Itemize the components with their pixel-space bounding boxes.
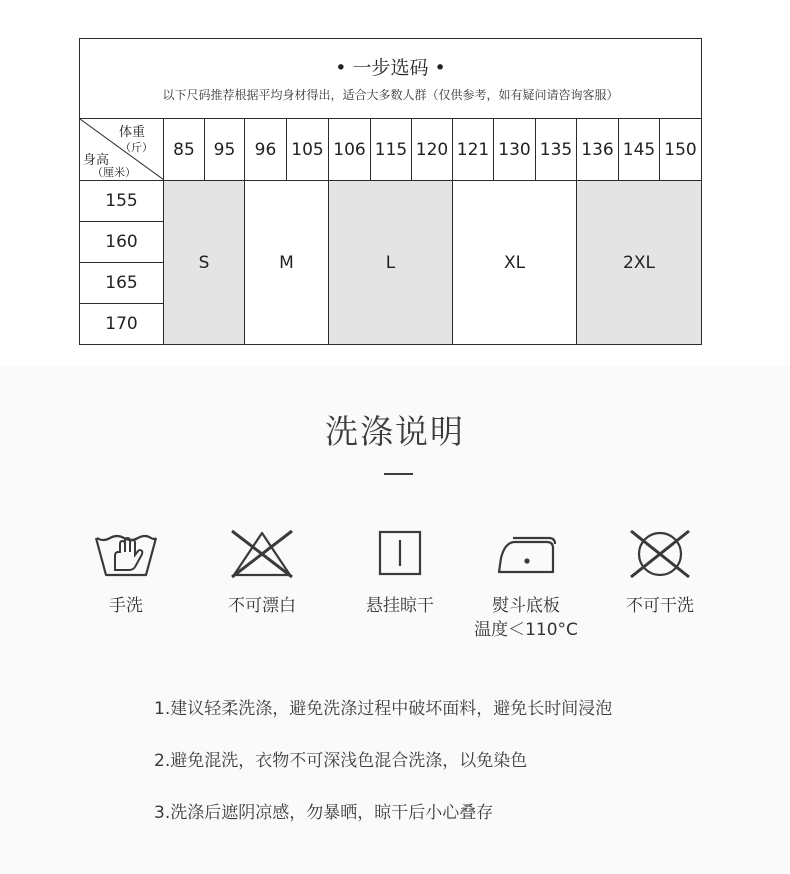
care-icon-label: 熨斗底板 <box>492 596 560 616</box>
height-label: 身高 <box>83 153 110 168</box>
care-icon-item-iron <box>456 528 596 642</box>
weight-header-cell: 150 <box>660 119 702 181</box>
care-icon-item-no-bleach <box>192 528 332 618</box>
care-note-2: 2.避免混洗，衣物不可深浅色混合洗涤，以免染色 <box>154 751 528 771</box>
care-icon-label: 不可干洗 <box>626 596 694 616</box>
weight-header-cell: 136 <box>577 119 619 181</box>
care-icon-label: 悬挂晾干 <box>366 596 434 616</box>
no-bleach-icon <box>229 528 295 580</box>
size-cell-s: S <box>164 181 245 345</box>
weight-header-cell: 145 <box>619 119 660 181</box>
weight-header-cell: 115 <box>371 119 412 181</box>
size-chart-title: • 一步选码 • <box>335 56 446 79</box>
weight-header-cell: 121 <box>453 119 494 181</box>
care-icon-item-hang-dry <box>330 528 470 618</box>
weight-header-cell: 95 <box>205 119 245 181</box>
weight-header-cell: 85 <box>164 119 205 181</box>
weight-header-cell: 106 <box>329 119 371 181</box>
height-row-header: 155 <box>80 181 164 222</box>
care-title: 洗涤说明 <box>325 412 465 451</box>
size-cell-2xl: 2XL <box>577 181 702 345</box>
weight-unit: （斤） <box>120 141 153 154</box>
weight-header-cell: 120 <box>412 119 453 181</box>
hand-wash-icon <box>93 528 159 580</box>
weight-header-cell: 96 <box>245 119 287 181</box>
hang-dry-icon <box>367 528 433 580</box>
height-row-header: 160 <box>80 222 164 263</box>
size-chart-section <box>0 0 790 366</box>
care-note-3: 3.洗涤后遮阴凉感，勿暴晒，晾干后小心叠存 <box>154 803 494 823</box>
care-icon-label: 不可漂白 <box>228 596 296 616</box>
title-underline <box>384 473 413 475</box>
care-instructions-section <box>0 366 790 874</box>
height-row-header: 170 <box>80 304 164 345</box>
weight-header-cell: 105 <box>287 119 329 181</box>
care-icon-item-hand-wash <box>56 528 196 618</box>
weight-header-cell: 130 <box>494 119 536 181</box>
care-note-1: 1.建议轻柔洗涤，避免洗涤过程中破坏面料，避免长时间浸泡 <box>154 699 613 719</box>
no-dry-clean-icon <box>627 528 693 580</box>
care-icon-label-temperature: 温度＜110°C <box>474 620 578 640</box>
iron-low-icon <box>493 528 559 580</box>
size-cell-l: L <box>329 181 453 345</box>
weight-header-cell: 135 <box>536 119 577 181</box>
size-cell-m: M <box>245 181 329 345</box>
care-icon-label: 手洗 <box>109 596 143 616</box>
size-table <box>79 38 702 345</box>
size-chart-subtitle: 以下尺码推荐根据平均身材得出，适合大多数人群（仅供参考，如有疑问请咨询客服） <box>162 87 619 102</box>
weight-label: 体重 <box>118 125 145 140</box>
height-row-header: 165 <box>80 263 164 304</box>
size-chart-header <box>80 39 702 119</box>
table-corner-cell <box>80 119 164 181</box>
size-cell-xl: XL <box>453 181 577 345</box>
care-icon-item-no-dry-clean <box>590 528 730 618</box>
height-unit: （厘米） <box>92 166 136 179</box>
